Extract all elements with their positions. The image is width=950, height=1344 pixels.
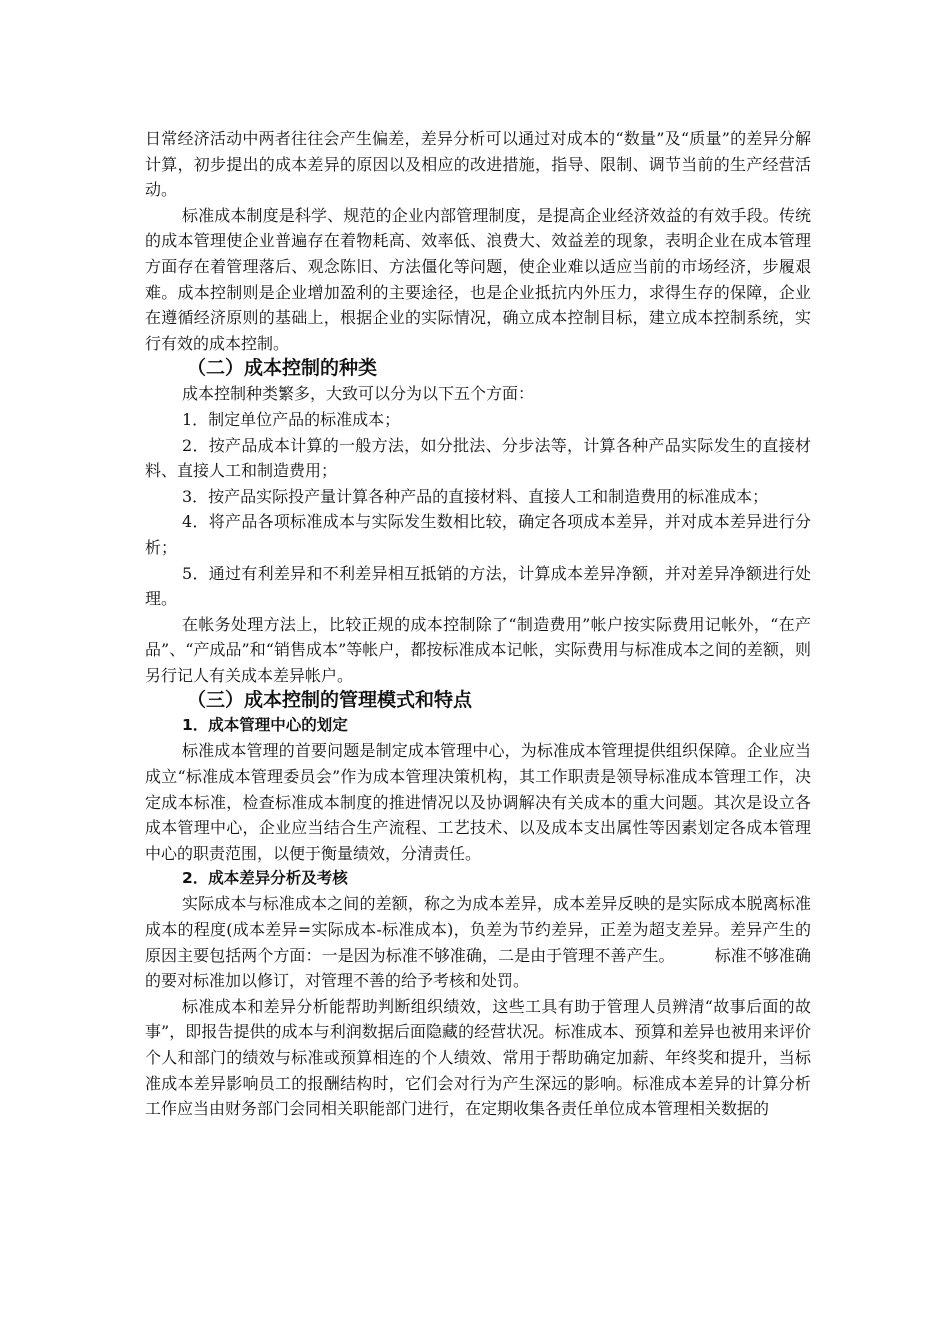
- subsection-2-body: 实际成本与标准成本之间的差额，称之为成本差异，成本差异反映的是实际成本脱离标准成本的程度(成本差异=实际成本-标准成本)，负差为节约差异，正差为超支差异。差异产生的原因主要包括两个方面：一是因为标准不够准确，二是由于管理不善产生。 标准不够准确的要对标准加以修订，对管理不善的给予考核和处罚。: [145, 894, 811, 991]
- paragraph-accounting-method: 在帐务处理方法上，比较正规的成本控制除了“制造费用”帐户按实际费用记帐外，“在产品”、“产成品”和“销售成本”等帐户，都按标准成本记帐，实际费用与标准成本之间的差额，则另行记人有关成本差异帐户。: [145, 614, 811, 685]
- subsection-2-heading: 2．成本差异分析及考核: [182, 869, 348, 888]
- subsection-1-heading: 1．成本管理中心的划定: [182, 716, 348, 735]
- paragraph-standard-cost-system: 标准成本制度是科学、规范的企业内部管理制度，是提高企业经济效益的有效手段。传统的成本管理使企业普遍存在着物耗高、效率低、浪费大、效益差的现象，表明企业在成本管理方面存在着管理落后、观念陈旧、方法僵化等问题，使企业难以适应当前的市场经济，步履艰难。成本控制则是企业增加盈利的主要途径，也是企业抵抗内外压力，求得生存的保障，企业在遵循经济原则的基础上，根据企业的实际情况，确立成本控制目标，建立成本控制系统，实行有效的成本控制。: [145, 205, 811, 353]
- section-3-heading: （三）成本控制的管理模式和特点: [187, 689, 473, 712]
- list-item-3: 3．按产品实际投产量计算各种产品的直接材料、直接人工和制造费用的标准成本；: [182, 486, 769, 506]
- paragraph-intro-tail: 日常经济活动中两者往往会产生偏差，差异分析可以通过对成本的“数量”及“质量”的差异分解计算，初步提出的成本差异的原因以及相应的改进措施，指导、限制、调节当前的生产经营活动。: [145, 129, 811, 200]
- subsection-1-body: 标准成本管理的首要问题是制定成本管理中心，为标准成本管理提供组织保障。企业应当成立“标准成本管理委员会”作为成本管理决策机构，其工作职责是领导标准成本管理工作，决定成本标准，检查标准成本制度的推进情况以及协调解决有关成本的重大问题。其次是设立各成本管理中心，企业应当结合生产流程、工艺技术、以及成本支出属性等因素划定各成本管理中心的职责范围，以便于衡量绩效，分清责任。: [145, 741, 811, 863]
- list-item-4: 4．将产品各项标准成本与实际发生数相比较，确定各项成本差异，并对成本差异进行分析；: [145, 512, 811, 557]
- list-item-2: 2．按产品成本计算的一般方法，如分批法、分步法等，计算各种产品实际发生的直接材料、直接人工和制造费用；: [145, 435, 811, 481]
- list-item-1: 1．制定单位产品的标准成本；: [182, 409, 401, 429]
- section-2-intro: 成本控制种类繁多，大致可以分为以下五个方面：: [182, 384, 535, 404]
- section-2-heading: （二）成本控制的种类: [187, 357, 378, 380]
- document-body: [145, 126, 811, 1122]
- list-item-5: 5．通过有利差异和不利差异相互抵销的方法，计算成本差异净额，并对差异净额进行处理。: [145, 563, 811, 609]
- subsection-2-followup: 标准成本和差异分析能帮助判断组织绩效，这些工具有助于管理人员辨清“故事后面的故事”，即报告提供的成本与利润数据后面隐藏的经营状况。标准成本、预算和差异也被用来评价个人和部门的绩效与标准或预算相连的个人绩效、常用于帮助确定加薪、年终奖和提升，当标准成本差异影响员工的报酬结构时，它们会对行为产生深远的影响。标准成本差异的计算分析工作应当由财务部门会同相关职能部门进行，在定期收集各责任单位成本管理相关数据的: [145, 996, 811, 1119]
